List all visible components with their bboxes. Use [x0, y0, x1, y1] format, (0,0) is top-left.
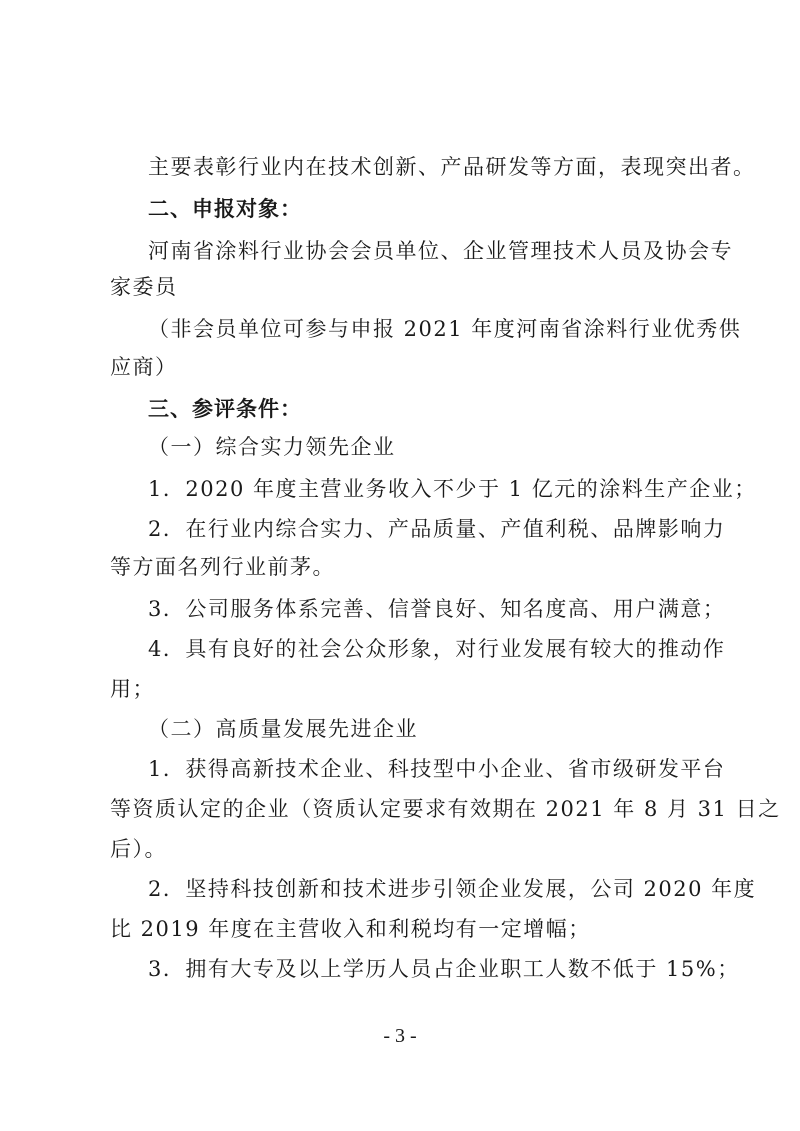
- list-item: 3．公司服务体系完善、信誉良好、知名度高、用户满意；: [148, 597, 726, 621]
- paragraph-line: （非会员单位可参与申报 2021 年度河南省涂料行业优秀供: [148, 317, 742, 341]
- list-item-continuation: 后）。: [110, 837, 167, 861]
- list-item-continuation: 等资质认定的企业（资质认定要求有效期在 2021 年 8 月 31 日之: [110, 797, 781, 821]
- list-item: 3．拥有大专及以上学历人员占企业职工人数不低于 15%；: [148, 957, 740, 981]
- paragraph-line: 河南省涂料行业协会会员单位、企业管理技术人员及协会专: [148, 239, 733, 263]
- list-item-continuation: 比 2019 年度在主营收入和利税均有一定增幅；: [110, 917, 591, 941]
- section-heading-evaluation-criteria: 三、参评条件：: [148, 397, 302, 421]
- paragraph-line: 应商）: [110, 355, 178, 379]
- paragraph-line: 家委员: [110, 275, 178, 299]
- list-item-continuation: 等方面名列行业前茅。: [110, 555, 335, 579]
- paragraph-line: 主要表彰行业内在技术创新、产品研发等方面，表现突出者。: [148, 155, 756, 179]
- list-item: 1．2020 年度主营业务收入不少于 1 亿元的涂料生产企业；: [148, 477, 757, 501]
- page-number: - 3 -: [383, 1025, 417, 1047]
- list-item-continuation: 用；: [110, 677, 155, 701]
- list-item: 4．具有良好的社会公众形象，对行业发展有较大的推动作: [148, 637, 726, 661]
- subsection-heading: （二）高质量发展先进企业: [148, 717, 418, 741]
- subsection-heading: （一）综合实力领先企业: [148, 435, 396, 459]
- list-item: 2．坚持科技创新和技术进步引领企业发展，公司 2020 年度: [148, 877, 757, 901]
- section-heading-application-target: 二、申报对象：: [148, 197, 302, 221]
- list-item: 1．获得高新技术企业、科技型中小企业、省市级研发平台: [148, 757, 726, 781]
- list-item: 2．在行业内综合实力、产品质量、产值利税、品牌影响力: [148, 517, 726, 541]
